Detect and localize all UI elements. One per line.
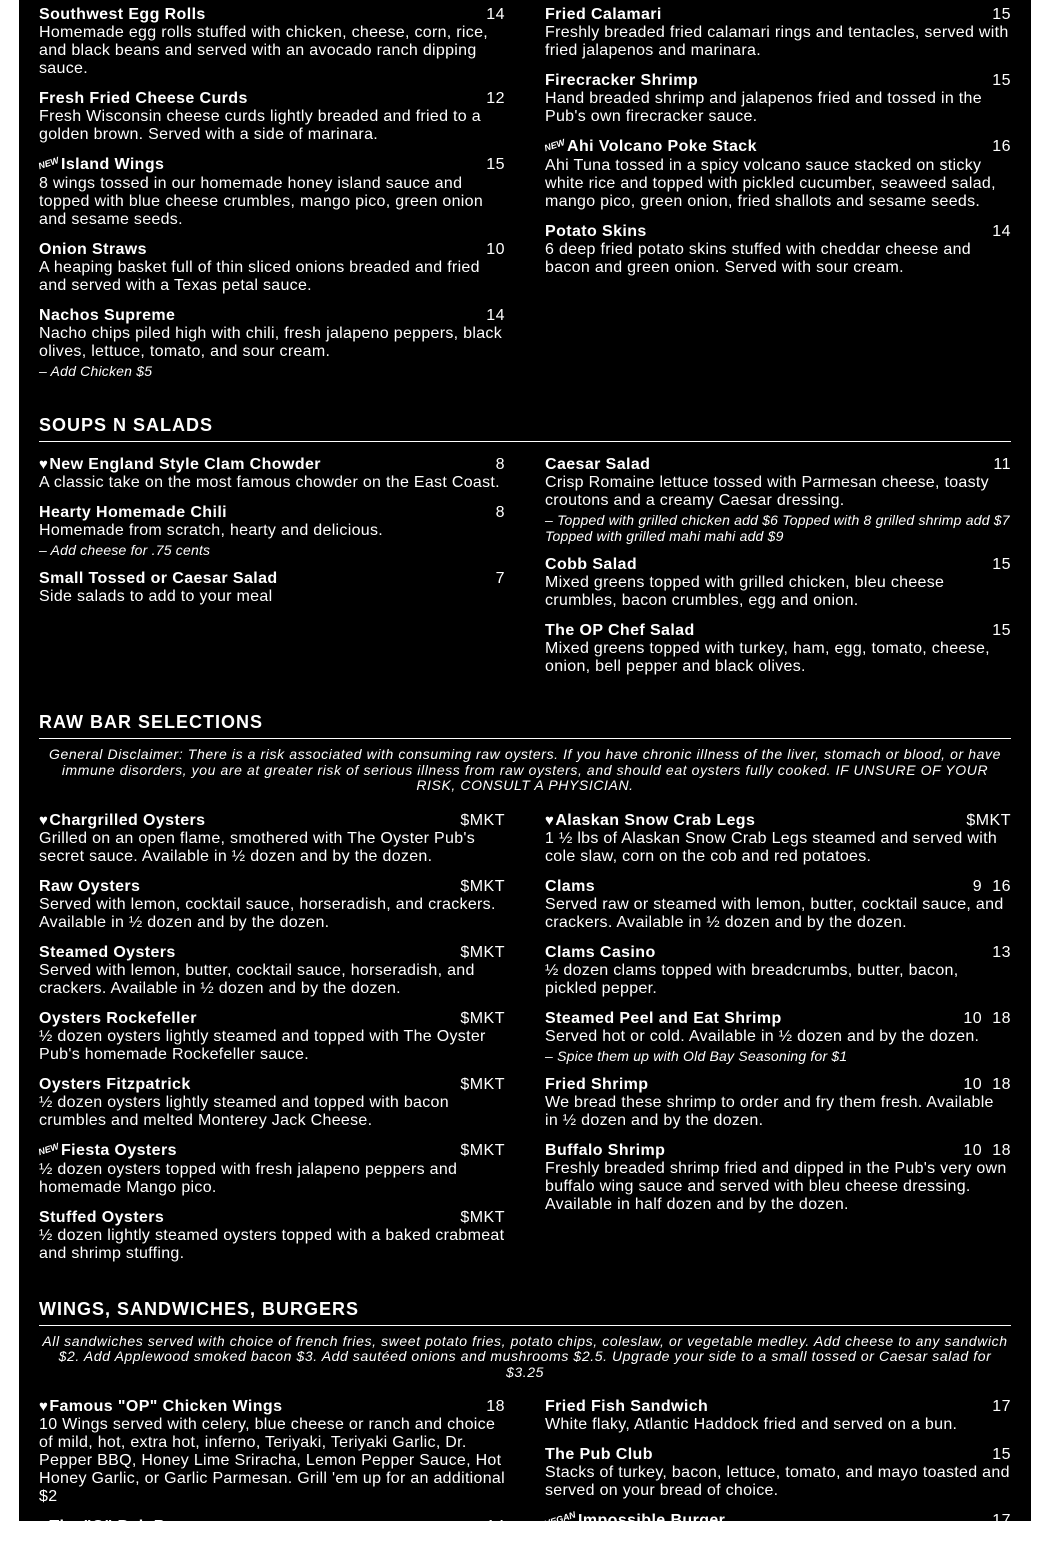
menu-item-description: Ahi Tuna tossed in a spicy volcano sauce stacked on sticky white rice and topped with pickled cucumber, seaweed salad, mango pico, green onion, fried shallots and sesame seeds. <box>545 157 1011 211</box>
menu-item-header <box>39 812 505 830</box>
price-value: 8 <box>496 456 505 473</box>
menu-item-description: Crisp Romaine lettuce tossed with Parmesan cheese, toasty croutons and a creamy Caesar dressing. <box>545 474 1011 510</box>
menu-item-name-text: Island Wings <box>61 156 164 173</box>
menu-item-name-text: Clams <box>545 878 595 895</box>
menu-item-header <box>39 456 505 474</box>
menu-item-price <box>460 1209 505 1227</box>
menu-item-name-text: Oysters Fitzpatrick <box>39 1076 191 1093</box>
menu-item <box>39 1142 505 1197</box>
rawbar-disclaimer: General Disclaimer: There is a risk associated with consuming raw oysters. If you have chronic illness of the liver, stomach or blood, or have immune disorders, you are at greater risk of serious illness from raw oysters, and should eat oysters fully cooked. IF UNSURE OF YOUR RISK, CONSULT A PHYSICIAN. <box>39 747 1011 794</box>
rawbar-grid <box>39 812 1011 1275</box>
price-value: 10 <box>963 1076 982 1093</box>
price-value: 15 <box>992 556 1011 573</box>
price-value: 11 <box>993 456 1011 473</box>
menu-item-name <box>545 1512 725 1531</box>
price-value-dozen: 18 <box>992 1010 1011 1027</box>
menu-item <box>39 241 505 295</box>
menu-panel <box>19 0 1031 1521</box>
menu-item-header <box>39 241 505 259</box>
menu-item-name-text: Steamed Peel and Eat Shrimp <box>545 1010 782 1027</box>
appetizers-grid <box>39 6 1011 391</box>
price-value: 15 <box>992 6 1011 23</box>
menu-item-name-text: Hearty Homemade Chili <box>39 504 227 521</box>
menu-item-description: Hand breaded shrimp and jalapenos fried and tossed in the Pub's own firecracker sauce. <box>545 90 1011 126</box>
menu-item-price <box>486 6 505 24</box>
menu-item-description: ½ dozen oysters lightly steamed and topped with bacon crumbles and melted Monterey Jack Cheese. <box>39 1094 505 1130</box>
menu-item-header <box>545 622 1011 640</box>
menu-item-name <box>39 156 164 175</box>
menu-item-description: Nacho chips piled high with chili, fresh jalapeno peppers, black olives, lettuce, tomato, and sour cream. <box>39 325 505 361</box>
menu-item-price <box>992 138 1011 156</box>
menu-item-name <box>545 6 662 24</box>
menu-item-note: – Topped with grilled chicken add $6 Topped with 8 grilled shrimp add $7 Topped with grilled mahi mahi add $9 <box>545 512 1011 544</box>
menu-item-header <box>39 1209 505 1227</box>
price-value: 12 <box>486 90 505 107</box>
menu-item-name <box>39 1010 197 1028</box>
menu-item-description: White flaky, Atlantic Haddock fried and served on a bun. <box>545 1416 1011 1434</box>
menu-item-description: Homemade egg rolls stuffed with chicken, cheese, corn, rice, and black beans and served with an avocado ranch dipping sauce. <box>39 24 505 78</box>
menu-item-name-text: Fried Shrimp <box>545 1076 648 1093</box>
menu-item-name-text: Steamed Oysters <box>39 944 176 961</box>
menu-item-header <box>545 1010 1011 1028</box>
menu-item-header <box>545 138 1011 157</box>
menu-item-name-text: The "O" Pub Burger <box>49 1518 208 1535</box>
menu-item <box>39 812 505 866</box>
price-value: 15 <box>992 72 1011 89</box>
menu-item-price <box>992 223 1011 241</box>
menu-item-description: 10 Wings served with celery, blue cheese or ranch and choice of mild, hot, extra hot, inferno, Teriyaki, Teriyaki Garlic, Dr. Pepper BBQ, Honey Lime Sriracha, Lemon Pepper Sauce, Hot Honey Garlic, or Garlic Parmesan. Grill 'em up for an additional $2 <box>39 1416 505 1506</box>
menu-item-name-text: Raw Oysters <box>39 878 140 895</box>
menu-item-name-text: Nachos Supreme <box>39 307 175 324</box>
menu-item-name <box>39 878 140 896</box>
menu-item-description: Homemade from scratch, hearty and delicious. <box>39 522 505 540</box>
price-value: 17 <box>992 1512 1011 1529</box>
price-value: 10 <box>963 1010 982 1027</box>
menu-item-name-text: Onion Straws <box>39 241 147 258</box>
price-value: $MKT <box>460 944 505 961</box>
menu-item-name <box>545 1446 653 1464</box>
menu-item-name <box>545 1010 782 1028</box>
menu-item <box>545 138 1011 211</box>
menu-item-header <box>545 1398 1011 1416</box>
menu-item-description: Grilled on an open flame, smothered with The Oyster Pub's secret sauce. Available in ½ dozen and by the dozen. <box>39 830 505 866</box>
menu-item-description: 1 ½ lbs of Alaskan Snow Crab Legs steamed and served with cole slaw, corn on the cob and red potatoes. <box>545 830 1011 866</box>
price-value: $MKT <box>460 1142 505 1159</box>
menu-item-note: – Spice them up with Old Bay Seasoning for $1 <box>545 1048 1011 1064</box>
menu-item-note: – Add cheese for .75 cents <box>39 542 505 558</box>
menu-item <box>39 878 505 932</box>
menu-item <box>39 456 505 492</box>
price-value-dozen: 18 <box>992 1142 1011 1159</box>
menu-item <box>545 1076 1011 1130</box>
menu-item-header <box>545 456 1011 474</box>
menu-item-header <box>39 570 505 588</box>
menu-item-name <box>39 1518 209 1536</box>
menu-item <box>39 90 505 144</box>
menu-item-price <box>992 556 1011 574</box>
menu-item-header <box>39 156 505 175</box>
menu-item-name <box>545 138 757 157</box>
menu-item-price <box>460 944 505 962</box>
menu-item <box>39 1010 505 1064</box>
menu-item-description: Served with lemon, cocktail sauce, horseradish, and crackers. Available in ½ dozen and by the dozen. <box>39 896 505 932</box>
menu-item-name <box>39 1076 191 1094</box>
rawbar-right-column <box>545 812 1011 1275</box>
menu-item <box>545 1010 1011 1064</box>
wings-disclaimer: All sandwiches served with choice of french fries, sweet potato fries, potato chips, coleslaw, or vegetable medley. Add cheese to any sandwich $2. Add Applewood smoked bacon $3. Add sautéed onions and mushrooms $2.5. Upgrade your side to a small tossed or Caesar salad for $3.25 <box>39 1334 1011 1381</box>
menu-item-name-text: Firecracker Shrimp <box>545 72 698 89</box>
menu-item-header <box>545 556 1011 574</box>
menu-item-price <box>496 570 505 588</box>
price-value-dozen: 16 <box>992 878 1011 895</box>
menu-item <box>39 570 505 606</box>
menu-item-name-text: Impossible Burger <box>578 1512 725 1529</box>
menu-item-name-text: Southwest Egg Rolls <box>39 6 206 23</box>
menu-item-name-text: Buffalo Shrimp <box>545 1142 665 1159</box>
wings-right-column <box>545 1398 1011 1548</box>
price-value: 14 <box>486 6 505 23</box>
menu-item <box>39 1209 505 1263</box>
menu-item-name <box>545 223 647 241</box>
price-value-dozen: 18 <box>992 1076 1011 1093</box>
price-value: $MKT <box>460 1076 505 1093</box>
menu-item-price <box>966 812 1011 830</box>
menu-item-name <box>39 6 206 24</box>
menu-item-name <box>545 812 755 830</box>
menu-item-header <box>545 944 1011 962</box>
menu-item-name-text: The OP Chef Salad <box>545 622 695 639</box>
price-value: $MKT <box>460 878 505 895</box>
price-value: 18 <box>486 1398 505 1415</box>
menu-item-price <box>496 456 505 474</box>
menu-item <box>545 6 1011 60</box>
menu-item-header <box>545 878 1011 896</box>
menu-item-description: ½ dozen oysters lightly steamed and topped with The Oyster Pub's homemade Rockefeller sauce. <box>39 1028 505 1064</box>
menu-item-price <box>460 812 505 830</box>
section-title: WINGS, SANDWICHES, BURGERS <box>39 1299 1011 1326</box>
menu-item <box>39 504 505 558</box>
price-value: 10 <box>963 1142 982 1159</box>
menu-item <box>545 1512 1011 1531</box>
menu-item-name-text: New England Style Clam Chowder <box>49 456 321 473</box>
menu-item <box>545 72 1011 126</box>
menu-item-name-text: Stuffed Oysters <box>39 1209 164 1226</box>
menu-item <box>545 812 1011 866</box>
menu-item-price <box>992 1398 1011 1416</box>
menu-item-price <box>973 878 1011 896</box>
menu-item <box>39 6 505 78</box>
menu-item <box>545 556 1011 610</box>
menu-item-price <box>992 944 1011 962</box>
menu-item-name-text: Potato Skins <box>545 223 647 240</box>
soups-right-column <box>545 456 1011 688</box>
price-value: 14 <box>486 307 505 324</box>
menu-item <box>545 622 1011 676</box>
price-value: 15 <box>992 1446 1011 1463</box>
menu-item-price <box>992 72 1011 90</box>
menu-item <box>545 223 1011 277</box>
menu-item-header <box>39 1398 505 1416</box>
menu-item-description: Mixed greens topped with turkey, ham, egg, tomato, cheese, onion, bell pepper and black olives. <box>545 640 1011 676</box>
menu-item <box>39 1518 505 1536</box>
menu-item-name <box>545 456 650 474</box>
menu-item-name <box>39 456 321 474</box>
menu-item-price <box>963 1142 1011 1160</box>
price-value: 10 <box>486 241 505 258</box>
menu-item-description: Side salads to add to your meal <box>39 588 505 606</box>
appetizers-left-column <box>39 6 505 391</box>
menu-item-price <box>993 456 1011 474</box>
new-badge-icon: NEW <box>542 133 568 157</box>
soups-section <box>39 415 1011 688</box>
menu-item-name <box>39 812 205 830</box>
wings-left-column <box>39 1398 505 1548</box>
menu-item-name <box>545 1398 708 1416</box>
menu-item-price <box>486 1518 505 1536</box>
menu-item-description: Served hot or cold. Available in ½ dozen and by the dozen. <box>545 1028 1011 1046</box>
menu-item-price <box>486 307 505 325</box>
menu-item-header <box>39 878 505 896</box>
menu-item-name <box>39 504 227 522</box>
menu-item-name <box>545 72 698 90</box>
menu-item-price <box>486 1398 505 1416</box>
menu-item <box>545 1398 1011 1434</box>
menu-item-name <box>39 944 176 962</box>
menu-item-header <box>545 6 1011 24</box>
menu-item-header <box>39 90 505 108</box>
menu-item-price <box>486 156 505 174</box>
menu-item-name <box>39 241 147 259</box>
new-badge-icon: NEW <box>36 151 62 175</box>
menu-item-description: ½ dozen oysters topped with fresh jalapeno peppers and homemade Mango pico. <box>39 1161 505 1197</box>
menu-item-header <box>39 1142 505 1161</box>
menu-item-header <box>39 944 505 962</box>
menu-item-header <box>39 1518 505 1536</box>
menu-item-name <box>545 1076 648 1094</box>
menu-item-description: Freshly breaded shrimp fried and dipped in the Pub's very own buffalo wing sauce and served with bleu cheese dressing. Available in half dozen and by the dozen. <box>545 1160 1011 1214</box>
soups-grid <box>39 456 1011 688</box>
menu-item-description: Mixed greens topped with grilled chicken, bleu cheese crumbles, bacon crumbles, egg and onion. <box>545 574 1011 610</box>
menu-item-name-text: The Pub Club <box>545 1446 653 1463</box>
menu-item <box>39 1398 505 1506</box>
menu-item-description: ½ dozen clams topped with breadcrumbs, butter, bacon, pickled pepper. <box>545 962 1011 998</box>
heart-icon: ♥ <box>39 812 48 830</box>
price-value: 14 <box>486 1518 505 1535</box>
menu-item-price <box>460 1076 505 1094</box>
menu-item-description: Served raw or steamed with lemon, butter, cocktail sauce, and crackers. Available in ½ dozen and by the dozen. <box>545 896 1011 932</box>
menu-item-note: – Add Chicken $5 <box>39 363 505 379</box>
rawbar-section <box>39 712 1011 1275</box>
menu-item-header <box>545 72 1011 90</box>
menu-item-description: Fresh Wisconsin cheese curds lightly breaded and fried to a golden brown. Served with a side of marinara. <box>39 108 505 144</box>
menu-item-header <box>39 307 505 325</box>
menu-item-description: 6 deep fried potato skins stuffed with cheddar cheese and bacon and green onion. Served with sour cream. <box>545 241 1011 277</box>
menu-item <box>545 456 1011 544</box>
menu-item-description: We bread these shrimp to order and fry them fresh. Available in ½ dozen and by the dozen. <box>545 1094 1011 1130</box>
menu-item-name-text: Small Tossed or Caesar Salad <box>39 570 278 587</box>
heart-icon: ♥ <box>545 812 554 830</box>
price-value: $MKT <box>966 812 1011 829</box>
price-value: 13 <box>992 944 1011 961</box>
price-value: 15 <box>992 622 1011 639</box>
menu-item-name-text: Fiesta Oysters <box>61 1142 177 1159</box>
menu-item-price <box>992 1512 1011 1530</box>
menu-item-header <box>545 1512 1011 1531</box>
menu-item <box>545 1142 1011 1214</box>
menu-item <box>39 944 505 998</box>
menu-item-header <box>545 1446 1011 1464</box>
menu-item-header <box>545 812 1011 830</box>
menu-item-description: Served with lemon, butter, cocktail sauce, horseradish, and crackers. Available in ½ dozen and by the dozen. <box>39 962 505 998</box>
menu-item-name-text: Famous "OP" Chicken Wings <box>49 1398 282 1415</box>
menu-item-name <box>545 878 595 896</box>
menu-item-name <box>545 1142 665 1160</box>
price-value: 17 <box>992 1398 1011 1415</box>
menu-item-price <box>486 241 505 259</box>
heart-icon: ♥ <box>39 1518 48 1536</box>
menu-item-name <box>545 944 656 962</box>
menu-item-name-text: Fresh Fried Cheese Curds <box>39 90 248 107</box>
heart-icon: ♥ <box>39 1398 48 1416</box>
price-value: 7 <box>496 570 505 587</box>
menu-item-name-text: Fried Calamari <box>545 6 662 23</box>
menu-item <box>39 307 505 379</box>
price-value: 14 <box>992 223 1011 240</box>
menu-item-price <box>963 1076 1011 1094</box>
menu-item-price <box>992 6 1011 24</box>
menu-item-name <box>39 1142 177 1161</box>
menu-item-description: Stacks of turkey, bacon, lettuce, tomato, and mayo toasted and served on your bread of choice. <box>545 1464 1011 1500</box>
price-value: $MKT <box>460 1209 505 1226</box>
menu-item-name-text: Caesar Salad <box>545 456 650 473</box>
menu-item-header <box>545 1142 1011 1160</box>
appetizers-right-column <box>545 6 1011 391</box>
menu-item-description: Freshly breaded fried calamari rings and tentacles, served with fried jalapenos and marinara. <box>545 24 1011 60</box>
menu-item-price <box>496 504 505 522</box>
menu-item-name <box>545 622 695 640</box>
menu-item-header <box>39 6 505 24</box>
menu-item-name-text: Cobb Salad <box>545 556 637 573</box>
wings-section <box>39 1299 1011 1548</box>
menu-item-name <box>39 570 278 588</box>
menu-item-price <box>992 622 1011 640</box>
menu-item <box>545 944 1011 998</box>
menu-content <box>39 6 1011 1548</box>
menu-item-name-text: Ahi Volcano Poke Stack <box>567 138 757 155</box>
menu-item-description: A classic take on the most famous chowder on the East Coast. <box>39 474 505 492</box>
menu-item <box>545 1446 1011 1500</box>
menu-item-name <box>39 90 248 108</box>
heart-icon: ♥ <box>39 456 48 474</box>
menu-item-price <box>963 1010 1011 1028</box>
vegan-badge-icon: VEGAN <box>542 1506 578 1533</box>
price-value: $MKT <box>460 1010 505 1027</box>
soups-left-column <box>39 456 505 688</box>
menu-item-header <box>545 223 1011 241</box>
menu-item-name-text: Clams Casino <box>545 944 656 961</box>
price-value: 9 <box>973 878 982 895</box>
menu-item-name <box>39 307 175 325</box>
price-value: 8 <box>496 504 505 521</box>
menu-item-description: ½ dozen lightly steamed oysters topped with a baked crabmeat and shrimp stuffing. <box>39 1227 505 1263</box>
menu-item <box>545 878 1011 932</box>
menu-item-price <box>460 1010 505 1028</box>
menu-item-name-text: Alaskan Snow Crab Legs <box>555 812 755 829</box>
menu-item-header <box>545 1076 1011 1094</box>
price-value: 16 <box>992 138 1011 155</box>
menu-item-price <box>992 1446 1011 1464</box>
new-badge-icon: NEW <box>36 1137 62 1161</box>
menu-item <box>39 1076 505 1130</box>
menu-item-name-text: Fried Fish Sandwich <box>545 1398 708 1415</box>
menu-item-name-text: Oysters Rockefeller <box>39 1010 197 1027</box>
menu-item-price <box>460 878 505 896</box>
menu-item-price <box>460 1142 505 1160</box>
price-value: 15 <box>486 156 505 173</box>
menu-item-header <box>39 1010 505 1028</box>
price-value: $MKT <box>460 812 505 829</box>
menu-item-name <box>39 1209 164 1227</box>
section-title: RAW BAR SELECTIONS <box>39 712 1011 739</box>
rawbar-left-column <box>39 812 505 1275</box>
menu-item-header <box>39 1076 505 1094</box>
section-title: SOUPS N SALADS <box>39 415 1011 442</box>
wings-grid <box>39 1398 1011 1548</box>
menu-item-name-text: Chargrilled Oysters <box>49 812 205 829</box>
menu-item-description: 8 wings tossed in our homemade honey island sauce and topped with blue cheese crumbles, mango pico, green onion and sesame seeds. <box>39 175 505 229</box>
menu-item-price <box>486 90 505 108</box>
menu-item-name <box>39 1398 282 1416</box>
menu-item-description: A heaping basket full of thin sliced onions breaded and fried and served with a Texas petal sauce. <box>39 259 505 295</box>
menu-item-header <box>39 504 505 522</box>
menu-item-name <box>545 556 637 574</box>
menu-item <box>39 156 505 229</box>
